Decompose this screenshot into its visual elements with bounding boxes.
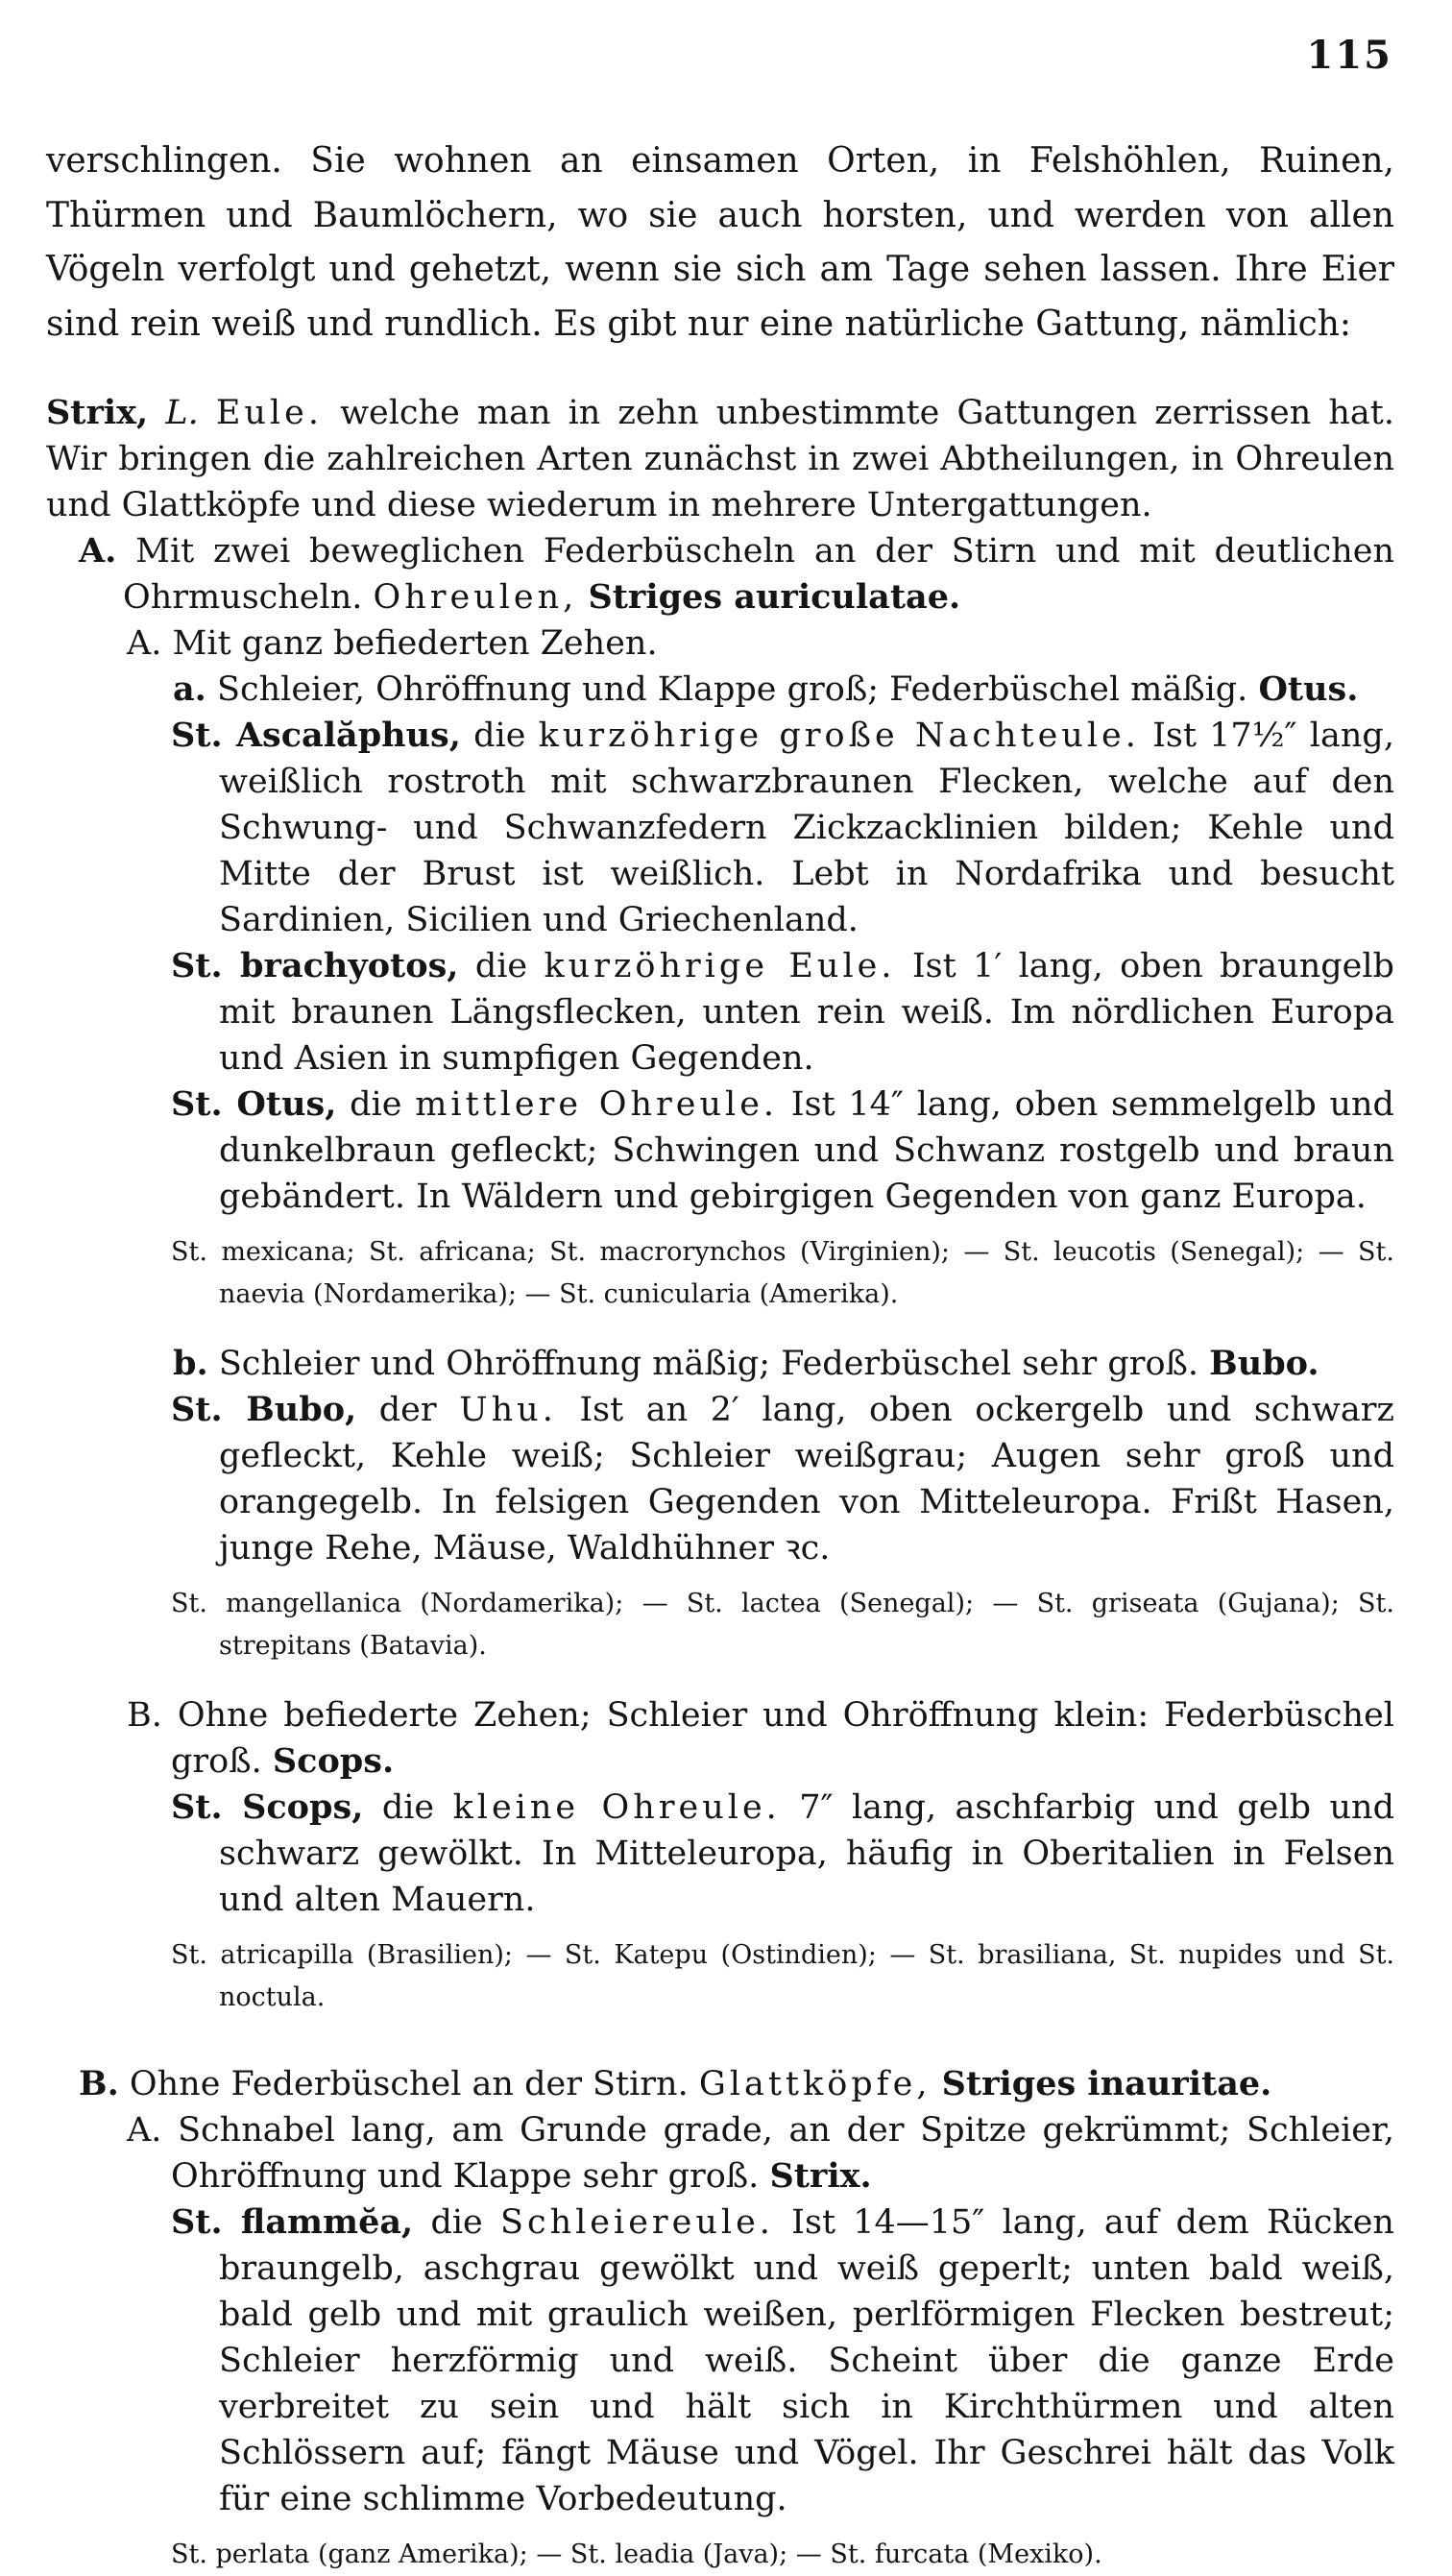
- group-b-latin: Bubo.: [1209, 1344, 1319, 1383]
- species-bubo-pre: der: [378, 1391, 437, 1429]
- section-a-heading: [46, 528, 1394, 620]
- section-b-spaced: Glattköpfe,: [698, 2065, 932, 2103]
- species-brachyotos-text: Ist 1′ lang, oben braungelb mit braunen Längsflecken, unten rein weiß. Im nördlichen Europa und Asien in sumpfigen Gegenden.: [219, 947, 1394, 1078]
- species-scops-text: 7″ lang, aschfarbig und gelb und schwarz gewölkt. In Mitteleuropa, häufig in Oberitalien in Felsen und alten Mauern.: [219, 1788, 1394, 1919]
- subgroup-b-a-text: Schnabel lang, am Grunde grade, an der Spitze gekrümmt; Schleier, Ohröffnung und Klappe sehr groß.: [171, 2111, 1394, 2196]
- species-bubo-name: St. Bubo,: [171, 1390, 357, 1429]
- species-brachyotos: [46, 943, 1394, 1081]
- species-scops-name: St. Scops,: [171, 1787, 364, 1827]
- species-flammea-common: Schleiereule.: [499, 2203, 774, 2242]
- species-flammea-pre: die: [430, 2203, 483, 2242]
- subgroup-a1: [46, 620, 1394, 667]
- species-ascalaphus-pre: die: [473, 717, 526, 755]
- group-a-text: Schleier, Ohröffnung und Klappe groß; Federbüschel mäßig.: [217, 670, 1248, 709]
- group-a-label: a.: [173, 669, 206, 709]
- subgroup-b-a: [46, 2107, 1394, 2199]
- subgroup-b-a-latin: Strix.: [769, 2156, 872, 2196]
- section-b-text: Ohne Federbüschel an der Stirn.: [129, 2065, 689, 2103]
- genus-strix: [46, 390, 1394, 528]
- species-scops: [46, 1785, 1394, 1923]
- subgroup-a1-label: A.: [127, 624, 162, 663]
- genus-author: L.: [165, 394, 199, 432]
- section-a-text: Mit zwei beweglichen Federbüscheln an der Stirn und mit deutlichen Ohrmuscheln.: [123, 532, 1394, 617]
- intro-paragraph: verschlingen. Sie wohnen an einsamen Orten, in Felshöhlen, Ruinen, Thürmen und Baumlöchern, wo sie auch horsten, und werden von allen Vögeln verfolgt und gehetzt, wenn sie sich am Tage sehen lassen. Ihre Eier sind rein weiß und rundlich. Es gibt nur eine natürliche Gattung, nämlich:: [46, 141, 1394, 344]
- species-scops-common: kleine Ohreule.: [452, 1788, 781, 1827]
- page-body: [46, 134, 1394, 2576]
- section-b-label: B.: [79, 2064, 119, 2103]
- group-a-latin: Otus.: [1258, 669, 1359, 709]
- species-ascalaphus-common: kurzöhrige große Nachteule.: [538, 717, 1140, 755]
- species-otus-pre: die: [350, 1085, 402, 1124]
- species-flammea-text: Ist 14—15″ lang, auf dem Rücken braungelb, aschgrau gewölkt und weiß geperlt; unten bald weiß, bald gelb und mit graulich weißen, perlförmigen Flecken bestreut; Schleier herzförmig und weiß. Scheint über die ganze Erde verbreitet zu sein und hält sich in Kirchthürmen und alten Schlössern auf; fängt Mäuse und Vögel. Ihr Geschrei hält das Volk für eine schlimme Vorbedeutung.: [219, 2203, 1394, 2518]
- section-b-latin: Striges inauritae.: [941, 2064, 1272, 2103]
- species-otus: [46, 1081, 1394, 1220]
- species-brachyotos-pre: die: [474, 947, 528, 985]
- subgroup-b-label: B.: [127, 1696, 162, 1735]
- note-species-list-4: St. perlata (ganz Amerika); — St. leadia (Java); — St. furcata (Mexiko).: [171, 2540, 1102, 2569]
- species-bubo-text: Ist an 2′ lang, oben ockergelb und schwarz gefleckt, Kehle weiß; Schleier weißgrau; Augen sehr groß und orangegelb. In felsigen Gegenden von Mitteleuropa. Frißt Hasen, junge Rehe, Mäuse, Waldhühner ꝛc.: [219, 1391, 1394, 1567]
- species-flammea-name: St. flammĕa,: [171, 2202, 414, 2242]
- subgroup-a1-text: Mit ganz befiederten Zehen.: [172, 624, 658, 663]
- note-species-list-2: St. mangellanica (Nordamerika); — St. lactea (Senegal); — St. griseata (Gujana); St. strepitans (Batavia).: [171, 1589, 1394, 1661]
- genus-common-name: Eule.: [215, 394, 323, 432]
- species-brachyotos-common: kurzöhrige Eule.: [544, 947, 896, 985]
- subgroup-b-a-label: A.: [127, 2111, 162, 2150]
- species-otus-common: mittlere Ohreule.: [415, 1085, 779, 1124]
- species-ascalaphus-name: St. Ascalăphus,: [171, 716, 461, 755]
- group-b-text: Schleier und Ohröffnung mäßig; Federbüschel sehr groß.: [218, 1345, 1199, 1383]
- genus-name: Strix,: [46, 393, 149, 432]
- section-a-label: A.: [79, 531, 117, 571]
- species-flammea: [46, 2199, 1394, 2522]
- group-b-label: b.: [173, 1344, 208, 1383]
- page-number: 115: [1306, 33, 1392, 78]
- subgroup-b-latin: Scops.: [272, 1741, 395, 1781]
- species-ascalaphus-text: Ist 17½″ lang, weißlich rostroth mit schwarzbraunen Flecken, welche auf den Schwung- und Schwanzfedern Zickzacklinien bilden; Kehle und Mitte der Brust ist weißlich. Lebt in Nordafrika und besucht Sardinien, Sicilien und Griechenland.: [219, 717, 1394, 939]
- section-a-latin: Striges auriculatae.: [588, 577, 961, 617]
- subgroup-b: [46, 1692, 1394, 1785]
- species-bubo-common: Uhu.: [459, 1391, 557, 1429]
- subgroup-b-text: Ohne befiederte Zehen; Schleier und Ohröffnung klein: Federbüschel groß.: [171, 1696, 1394, 1781]
- genus-text: welche man in zehn unbestimmte Gattungen zerrissen hat. Wir bringen die zahlreichen Arten zunächst in zwei Abtheilungen, in Ohreulen und Glattköpfe und diese wiederum in mehrere Untergattungen.: [46, 394, 1394, 524]
- section-b-heading: [46, 2061, 1394, 2107]
- species-bubo: [46, 1387, 1394, 1571]
- note-species-list-1: St. mexicana; St. africana; St. macrorynchos (Virginien); — St. leucotis (Senegal); — St. naevia (Nordamerika); — St. cunicularia (Amerika).: [171, 1237, 1394, 1309]
- species-otus-name: St. Otus,: [171, 1084, 337, 1124]
- species-ascalaphus: [46, 713, 1394, 943]
- group-b-heading: [46, 1341, 1394, 1387]
- species-scops-pre: die: [381, 1788, 435, 1827]
- species-otus-text: Ist 14″ lang, oben semmelgelb und dunkelbraun gefleckt; Schwingen und Schwanz rostgelb und braun gebändert. In Wäldern und gebirgigen Gegenden von ganz Europa.: [219, 1085, 1394, 1216]
- note-species-list-3: St. atricapilla (Brasilien); — St. Katepu (Ostindien); — St. brasiliana, St. nupides und St. noctula.: [171, 1940, 1394, 2012]
- group-a-heading: [46, 667, 1394, 713]
- species-brachyotos-name: St. brachyotos,: [171, 946, 459, 985]
- section-a-spaced: Ohreulen,: [373, 578, 578, 617]
